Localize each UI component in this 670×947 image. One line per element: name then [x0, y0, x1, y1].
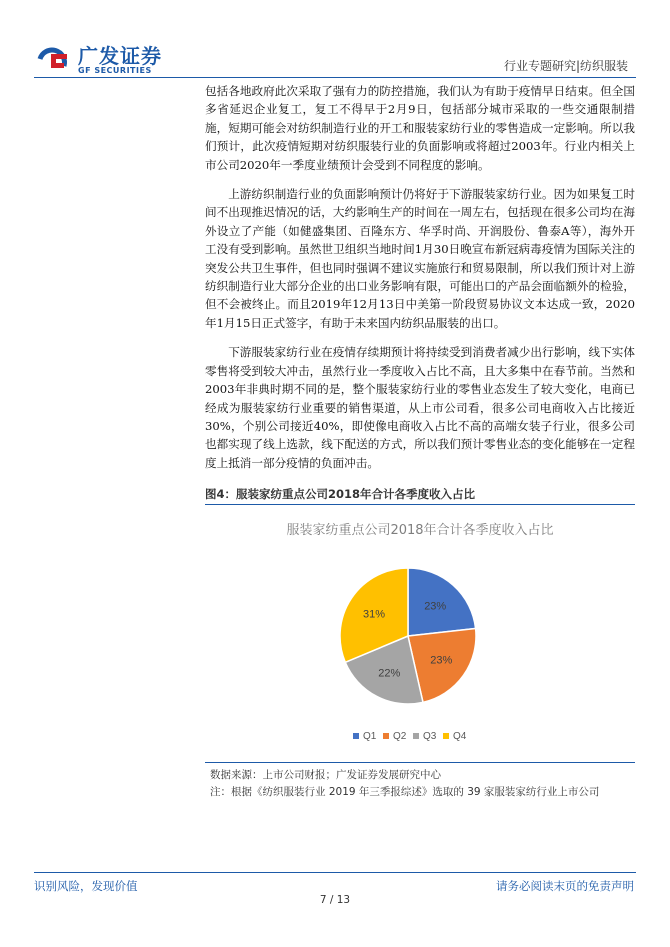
header-divider	[34, 77, 636, 78]
legend-label-q1: Q1	[363, 731, 377, 742]
legend-label-q4: Q4	[453, 731, 467, 742]
paragraph-2: 上游纺织制造行业的负面影响预计仍将好于下游服装家纺行业。因为如果复工时间不出现推迟情况的话，大约影响生产的时间在一周左右，包括现在很多公司均在海外设立了产能（如健盛集团、百隆东方、华孚时尚、开润股份、鲁泰A等），海外开工没有受到影响。虽然世卫组织当地时间1月30日晚宣布新冠病毒疫情为国际关注的突发公共卫生事件，但也同时强调不建议实施旅行和贸易限制，所以我们预计对上游纺织制造行业大部分企业的出口业务影响有限，可能出口的产品会面临额外的检验，但不会被终止。而且2019年12月13日中美第一阶段贸易协议文本达成一致，2020年1月15日正式签字，有助于未来国内纺织品服装的出口。	[205, 187, 635, 330]
logo-text-en: GF SECURITIES	[78, 66, 152, 75]
figure-note: 注：根据《纺织服装行业 2019 年三季报综述》选取的 39 家服装家纺行业上市公司	[210, 786, 600, 798]
legend-swatch-q1	[353, 733, 359, 739]
page-number: 7 / 13	[319, 894, 351, 906]
paragraph-3: 下游服装家纺行业在疫情存续期预计将持续受到消费者减少出行影响，线下实体零售将受到较大冲击，虽然行业一季度收入占比不高，且大多集中在春节前。当然和2003年非典时期不同的是，整个服装家纺行业的零售业态发生了较大变化，电商已经成为服装家纺行业重要的销售渠道，从上市公司看，很多公司电商收入占比接近30%，个别公司接近40%，即使像电商收入占比不高的高端女装子行业，很多公司也都实现了线上选款，线下配送的方式，所以我们预计零售业态的变化能够在一定程度上抵消一部分疫情的负面冲击。	[205, 345, 635, 470]
chart-title: 服装家纺重点公司2018年合计各季度收入占比	[286, 523, 554, 538]
figure-title: 图4：服装家纺重点公司2018年合计各季度收入占比	[205, 487, 476, 501]
paragraph-1: 包括各地政府此次采取了强有力的防控措施，我们认为有助于疫情早日结束。但全国多省延迟企业复工，复工不得早于2月9日，包括部分城市采取的一些交通限制措施，短期可能会对纺织制造行业的开工和服装家纺行业的零售造成一定影响。所以我们预计，此次疫情短期对纺织服装行业的负面影响或将超过2003年。行业内相关上市公司2020年一季度业绩预计会受到不同程度的影响。	[205, 84, 635, 172]
pie-chart	[205, 507, 635, 762]
pie-label-q2: 23%	[430, 654, 453, 667]
body-text	[205, 82, 635, 483]
footer-slogan: 识别风险，发现价值	[34, 879, 138, 893]
figure-title-bar	[205, 484, 635, 505]
legend-label-q3: Q3	[423, 731, 437, 742]
figure-bottom-divider	[205, 762, 635, 763]
legend-swatch-q3	[413, 733, 419, 739]
company-logo	[34, 40, 184, 80]
pie-chart-svg	[205, 507, 635, 762]
logo-text-cn: 广发证券	[78, 44, 162, 68]
report-section-label: 行业专题研究|纺织服装	[503, 59, 628, 73]
data-source: 数据来源：上市公司财报；广发证券发展研究中心	[210, 769, 441, 781]
pie-label-q4: 31%	[363, 608, 386, 621]
footer-divider	[34, 872, 636, 873]
pie-label-q3: 22%	[378, 667, 401, 680]
legend-swatch-q4	[443, 733, 449, 739]
legend-label-q2: Q2	[393, 731, 407, 742]
footer-disclaimer: 请务必阅读末页的免责声明	[496, 879, 634, 893]
gf-logo-icon	[34, 42, 72, 76]
pie-label-q1: 23%	[424, 600, 447, 613]
legend-swatch-q2	[383, 733, 389, 739]
